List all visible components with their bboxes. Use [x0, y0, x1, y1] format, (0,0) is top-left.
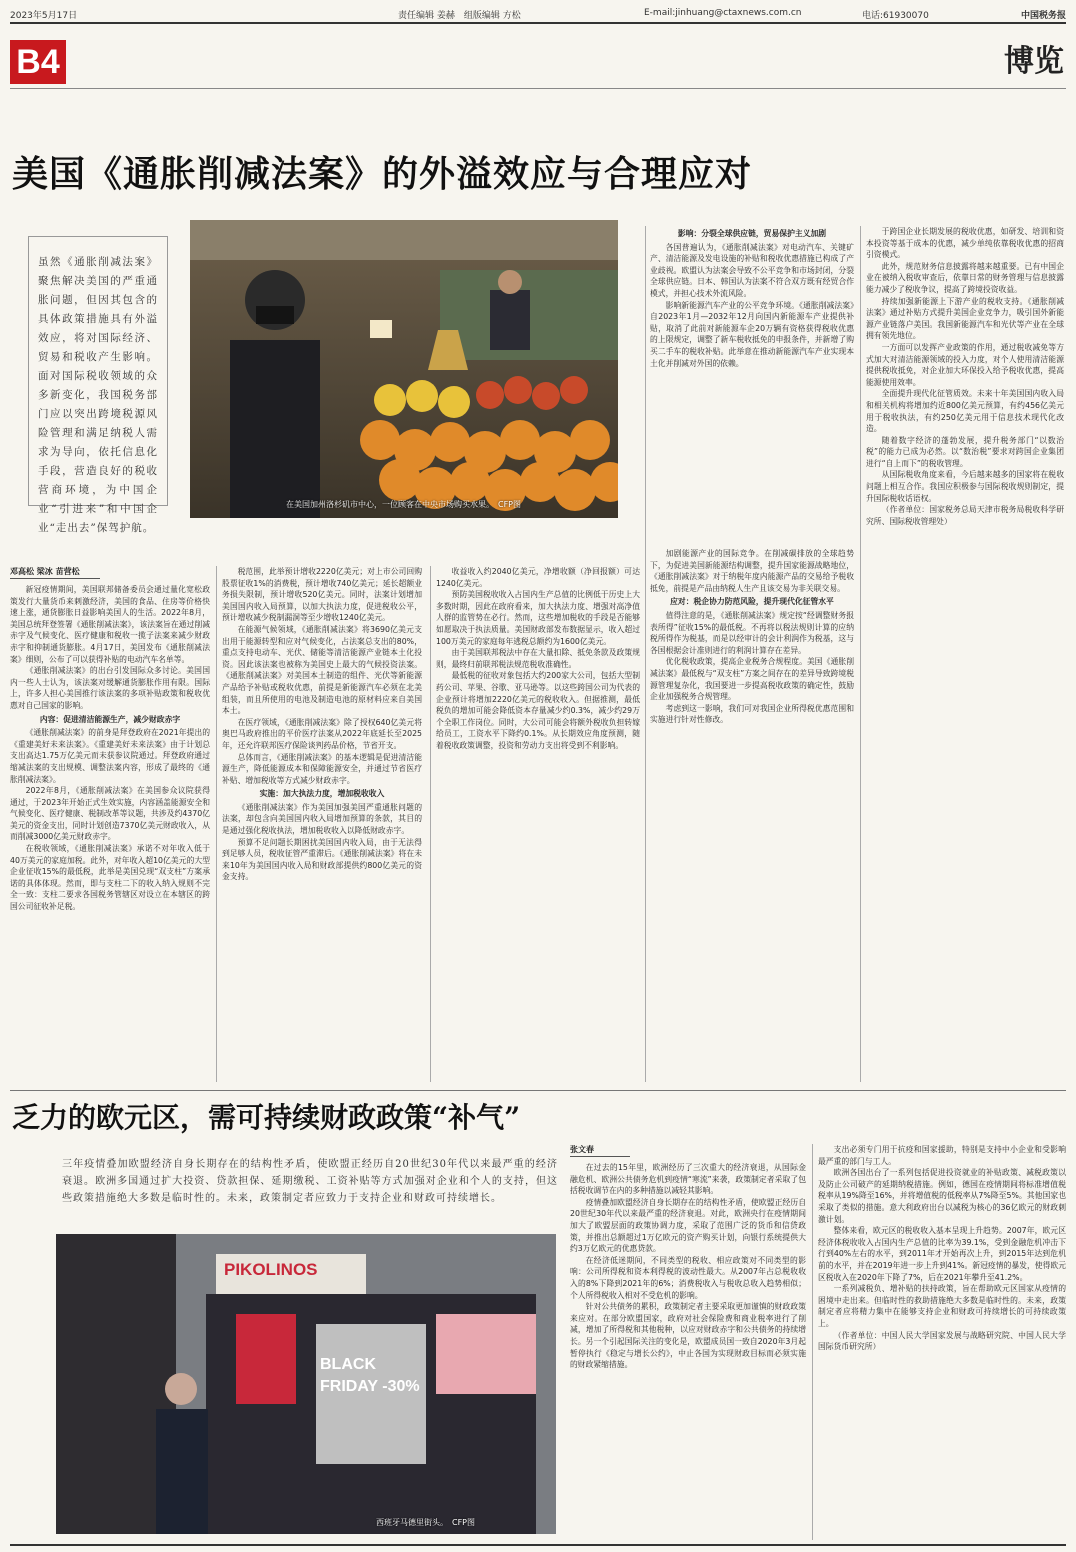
paragraph: 在税收领域，《通胀削减法案》承诺不对年收入低于40万美元的家庭加税。此外，对年收入超10亿美元的大型企业征收15%的最低税，此举是美国兑现“双支柱”方案承诺的具体体现。然而，即与支柱二下的收入纳入规则不完全一致：支柱二要求各国税务管辖区对设立在本辖区的跨国公司征收补足税。	[10, 844, 210, 912]
paragraph: 全面提升现代化征管质效。未来十年美国国内收入局和相关机构将增加约近800亿美元预算，有约456亿美元用于税收执法，有约250亿美元用于信息技术现代化改造。	[866, 389, 1064, 434]
issue-date: 2023年5月17日	[10, 11, 78, 21]
paragraph: 优化税收政策，提高企业税务合规程度。美国《通胀削减法案》最低税与“双支柱”方案之间存在的差异导致跨境税源管理复杂化，我国要进一步提高税收政策的确定性，鼓励企业加强税务合规管理。	[650, 657, 854, 702]
store-sign-text: PIKOLINOS	[224, 1260, 318, 1279]
paragraph: 一系列减税负、增补贴的扶持政策，旨在帮助欧元区国家从疫情的困境中走出来。但临时性的救助措施绝大多数是临时性的。未来，政策制定者应将精力集中在能够支持企业和财政可持续增长的可持续政策上。	[818, 1284, 1066, 1328]
author-affiliation: （作者单位：中国人民大学国家发展与战略研究院、中国人民大学国际货币研究所）	[818, 1330, 1066, 1352]
phone: 电话:61930070	[862, 11, 929, 21]
subhead-implementation: 实施：加大执法力度，增加税收收入	[259, 789, 385, 799]
article2-photo	[56, 1234, 556, 1534]
column-divider	[645, 226, 646, 1082]
article1-lead-box	[28, 236, 168, 534]
article2-lead-box	[62, 1156, 558, 1216]
top-rule	[10, 88, 1066, 89]
article1-col1	[10, 584, 210, 1082]
author-affiliation: （作者单位：国家税务总局天津市税务局税收科学研究所、国际税收管理处）	[866, 505, 1064, 526]
article1-byline: 邓高松 梁冰 苗营松	[10, 566, 100, 579]
paragraph: 新冠疫情期间，美国联邦储备委员会通过量化宽松政策发行大量货币来刺激经济，美国的食品、住房等价格快速上涨，通货膨胀日益影响美国人的生活。2022年8月，美国总统拜登签署《通胀削减法案》，该法案旨在通过削减赤字及气候变化、医疗健康和税收一揽子法案来减少财政赤字和抑制通货膨胀。4月17日，美国发布《通胀削减法案》细则，公布了可以获得补贴的电动汽车名单等。	[10, 585, 210, 664]
article-separator	[10, 1090, 1066, 1091]
paragraph: 一方面可以发挥产业政策的作用，通过税收减免等方式加大对清洁能源领域的投入力度，对个人使用清洁能源提供税收抵免，对企业加大环保投入给予税收优惠，提高能源使用效率。	[866, 342, 1064, 387]
paragraph: 《通胀削减法案》的前身是拜登政府在2021年提出的《重建美好未来法案》。《重建美好未来法案》由于计划总支出高达1.75万亿美元而未获参议院通过。拜登政府通过缩减法案的支出规模、调整法案内容，形成了最终的《通胀削减法案》。	[10, 728, 210, 784]
article2-lead: 三年疫情叠加欧盟经济自身长期存在的结构性矛盾，使欧盟正经历自20世纪30年代以来最严重的经济衰退。欧洲多国通过扩大投资、贷款担保、延期缴税、工资补贴等方式加强对企业和个人的支持，但这些政策措施绝大多数是临时性的。未来，政策制定者应致力于支持企业和财政可持续增长。	[62, 1159, 558, 1204]
paper-name: 中国税务报	[1020, 11, 1066, 21]
paragraph: 针对公共债务的累积，政策制定者主要采取更加谨慎的财政政策来应对。在部分欧盟国家，政府对社会保险费和商业税率进行了削减，增加了所得税和其他税种，以应对财政赤字和公共债务的持续增长。另一个引起国际关注的变化是，欧盟成员国一致自2020年3月起暂停执行《稳定与增长公约》，中止各国为实现财政目标而必须实施的财政紧缩措施。	[570, 1302, 806, 1370]
paragraph: 《通胀削减法案》的出台引发国际众多讨论。美国国内一些人士认为，该法案对缓解通货膨胀作用有限。国际上，许多人担心美国推行该法案的多项补贴政策和税收优惠对自己国家的影响。	[10, 666, 210, 710]
paragraph: 收益收入约2040亿美元，净增收额（净回报额）可达1240亿美元。	[436, 567, 640, 588]
paragraph: 随着数字经济的蓬勃发展，提升税务部门“以数治税”的能力已成为必然。以“数治税”要求对跨国企业集团进行“自上而下”的税收管理。	[866, 435, 1064, 468]
article1-col3	[436, 566, 640, 1082]
paragraph: 最低税的征收对象包括大约200家大公司，包括大型制药公司、苹果、谷歌、亚马逊等。以这些跨国公司为代表的企业预计将增加2220亿美元的税收收入。但据推测，最低税负的增加可能会降低资本存量减少约0.3%，减少约29万个全职工作岗位。同时，大公司可能会将额外税收负担转嫁给员工，工资水平下降约0.1%。从长期效应角度预测，随着税收政策调整，投资和劳动力支出将受到不利影响。	[436, 671, 640, 750]
editors: 责任编辑 姜赫 组版编辑 方松	[398, 11, 521, 21]
article1-photo	[190, 220, 618, 518]
article1-col5	[866, 226, 1064, 1082]
section-title: 博览	[1004, 44, 1064, 79]
article1-col2	[222, 566, 422, 1082]
paragraph: 疫情叠加欧盟经济自身长期存在的结构性矛盾，使欧盟正经历自20世纪30年代以来最严重的经济衰退。对此，欧洲央行在疫情期间加大了欧盟层面的政策协调力度，采取了范围广泛的货币和信贷政策，并推出总额超过1万亿欧元的资产购买计划，向银行系统提供大约3万亿欧元的优惠贷款。	[570, 1197, 806, 1254]
paragraph: 在医疗领域，《通胀削减法案》除了授权640亿美元将奥巴马政府推出的平价医疗法案从2022年底延长至2025年，还允许联邦医疗保险谈判药品价格，节省开支。	[222, 717, 422, 750]
article1-photo-caption: 在美国加州洛杉矶市中心，一位顾客在中央市场购买水果。 CFP图	[286, 500, 522, 509]
paragraph: 在经济低迷期间，不同类型的税收、相应政策对不同类型的影响：公司所得税和资本利得税的波动性最大。从2007年占总税收收入的8%下降到2021年的6%；消费税收入与税收总收入趋势相似；个人所得税收入相对不受危机的影响。	[570, 1255, 806, 1300]
subhead-content: 内容：促进清洁能源生产，减少财政赤字	[39, 714, 181, 724]
article2-col2	[818, 1144, 1066, 1540]
market-fruit-photo	[190, 220, 618, 518]
email: E-mail:jinhuang@ctaxnews.com.cn	[644, 8, 802, 18]
paragraph: 2022年8月，《通胀削减法案》在美国参众议院获得通过，于2023年开始正式生效实施，内容涵盖能源安全和气候变化、医疗健康、税制改革等议题，共涉及约4370亿美元的资金支出，同时计划创造7370亿美元财政收入，从而削减3000亿美元财政赤字。	[10, 786, 210, 842]
page-header	[10, 8, 1066, 24]
article2-title: 乏力的欧元区，需可持续财政政策“补气”	[12, 1101, 521, 1134]
article2-photo-caption: 西班牙马德里街头。 CFP图	[376, 1518, 476, 1527]
article1-col4-top	[650, 226, 854, 542]
column-divider	[430, 566, 431, 1082]
paragraph: 预算不足问题长期困扰美国国内收入局，由于无法得到足够人员，税收征管严重滞后。《通胀削减法案》将在未来10年为美国国内收入局和财政部提供约800亿美元的资金支持。	[222, 837, 422, 882]
subhead-response: 应对：税企协力防范风险，提升现代化征管水平	[670, 597, 834, 607]
bottom-rule	[10, 1544, 1066, 1546]
paragraph: 此外，规范财务信息披露将越来越重要。已有中国企业在被纳入税收审查后，依靠日常的财务管理与信息披露能力减少了税收争议，提高了跨境投资收益。	[866, 261, 1064, 294]
paragraph: 整体来看，欧元区的税收收入基本呈现上升趋势。2007年，欧元区经济体税收收入占国内生产总值的比率为39.1%，受到金融危机冲击下行到40%左右的水平，到2011年才开始再次上升，到2015年达到危机前的水平，并在2019年进一步上升到41%。新冠疫情的暴发，使得欧元区税收入在2020年下降了7%，后在2021年攀升至41.2%。	[818, 1226, 1066, 1282]
paragraph: 支出必须专门用于抗疫和国家援助，特别是支持中小企业和受影响最严重的部门与工人。	[818, 1145, 1066, 1166]
paragraph: 值得注意的是，《通胀削减法案》规定按“经调整财务报表所得”征收15%的最低税。不再将以税法规则计算的应纳税所得作为税基，而是以经审计的会计利润作为税基，这与各国根据会计准则进行的利润计算存在差异。	[650, 610, 854, 655]
paragraph: 总体而言，《通胀削减法案》的基本逻辑是促进清洁能源生产，降低能源成本和保障能源安全，并通过节省医疗补贴、增加税收等方式减少财政赤字。	[222, 752, 422, 785]
column-divider	[860, 226, 861, 1082]
paragraph: 在能源气候领域，《通胀削减法案》将3690亿美元支出用于能源转型和应对气候变化，占法案总支出的80%，重点支持电动车、光伏、储能等清洁能源产业链本土化投资。因此该法案也被称为美国史上最大的气候投资法案。《通胀削减法案》对美国本土制造的组件、光伏等新能源产品给予补贴或税收优惠，前提是新能源汽车必须在北美组装，而且所使用的电池及制造电池的原材料应来自美国本土。	[222, 624, 422, 716]
paragraph: 欧洲各国出台了一系列包括促进投资就业的补贴政策、减税政策以及防止公司破产的延期纳税措施。例如，德国在疫情期间将标准增值税税率从19%降至16%，并将增值税的低税率从7%降至5%。其他国家也采取了类似的措施。意大利政府出台以减税为核心的36亿欧元的财政刺激计划。	[818, 1168, 1066, 1224]
paragraph: 预防美国税收收入占国内生产总值的比例低于历史上大多数时期，因此在政府看来，加大执法力度、增强对高净值人群的监管势在必行。然而，这些增加税收的手段是否能够如愿取决于执法质量。美国财政部发布数据显示，收入超过100万美元的家庭每年逃税总额约为1600亿美元。	[436, 590, 640, 646]
article2-byline: 张文春	[570, 1144, 630, 1157]
article1-col4	[650, 548, 854, 1082]
sale-sign-text: BLACK FRIDAY -30%	[320, 1356, 420, 1395]
paragraph: 《通胀削减法案》作为美国加强美国严重通胀问题的法案，却包含向美国国内收入局增加预算的条款，其目的是通过强化税收执法，增加税收收入以降低财政赤字。	[222, 802, 422, 836]
paragraph: 加剧能源产业的国际竞争。在削减碳排放的全球趋势下，为促进美国新能源结构调整，提升国家能源战略地位，《通胀削减法案》对于纳税年度内能源产品的交易给予税收抵免，前提是产品由纳税人生产且该交易为非关联交易。	[650, 549, 854, 593]
paragraph: 持续加强新能源上下游产业的税收支持。《通胀削减法案》通过补贴方式提升美国企业竞争力，吸引国外新能源产业链落户美国。我国新能源汽车和光伏等产业在全球拥有领先地位。	[866, 296, 1064, 341]
paragraph: 各国普遍认为，《通胀削减法案》对电动汽车、关键矿产、清洁能源及发电设施的补贴和税收优惠措施已构成了产业歧视。欧盟认为法案会导致不公平竞争和市场封闭，分裂全球供应链。日本、韩国认为法案不符合双方既有经贸合作模式，并担心技术外流风险。	[650, 242, 854, 298]
article2-col1	[570, 1162, 806, 1540]
paragraph: 由于美国联邦税法中存在大量扣除、抵免条款及政策规则，最终归前联邦税法规范税收准确性。	[436, 648, 640, 669]
paragraph: 于跨国企业长期发展的税收优惠，如研发、培训和资本投资等基于成本的优惠，减少单纯依靠税收优惠的招商引资模式。	[866, 227, 1064, 260]
article1-title: 美国《通胀削减法案》的外溢效应与合理应对	[12, 153, 753, 195]
column-divider	[812, 1144, 813, 1540]
paragraph: 在过去的15年里，欧洲经历了三次重大的经济衰退，从国际金融危机、欧洲公共债务危机到疫情“寒流”来袭，政策制定者采取了包括税收调节在内的多种措施以减轻其影响。	[570, 1163, 806, 1196]
paragraph: 影响新能源汽车产业的公平竞争环境。《通胀削减法案》自2023年1月—2032年12月向国内新能源车产业提供补贴，取消了此前对新能源车企20万辆有资格获得税收优惠的上限规定，调整了新车税收抵免的申报条件，并新增了购买二手车的税收补贴。此举意在推动新能源汽车产业实现本土化并削减对外国的依赖。	[650, 300, 854, 368]
paragraph: 考虑到这一影响，我们可对我国企业所得税优惠范围和实施进行针对性修改。	[650, 703, 854, 725]
paragraph: 从国际税收角度来看，今后越来越多的国家将在税收问题上相互合作。我国应积极参与国际税收规则制定，提升国际税收话语权。	[866, 470, 1064, 503]
paragraph: 税范围，此举预计增收2220亿美元；对上市公司回购股票征收1%的消费税，预计增收740亿美元；延长超额业务损失限制，预计增收520亿美元。同时，法案计划增加美国国内收入局预算，以加大执法力度，促进税收公平，预计增收减少税制漏洞等至少增收1240亿美元。	[222, 567, 422, 623]
page-number-badge: B4	[10, 40, 66, 84]
subhead-impact: 影响：分裂全球供应链，贸易保护主义加剧	[677, 229, 827, 238]
article1-lead: 虽然《通胀削减法案》聚焦解决美国的严重通胀问题，但因其包含的具体政策措施具有外溢效应，将对国际经济、贸易和税收产生影响。面对国际税收领域的众多新变化，我国税务部门应以突出跨境税源风险管理和满足纳税人需求为导向，依托信息化手段，营造良好的税收营商环境，为中国企业“引进来”和中国企业“走出去”保驾护航。	[38, 256, 158, 534]
column-divider	[216, 566, 217, 1082]
